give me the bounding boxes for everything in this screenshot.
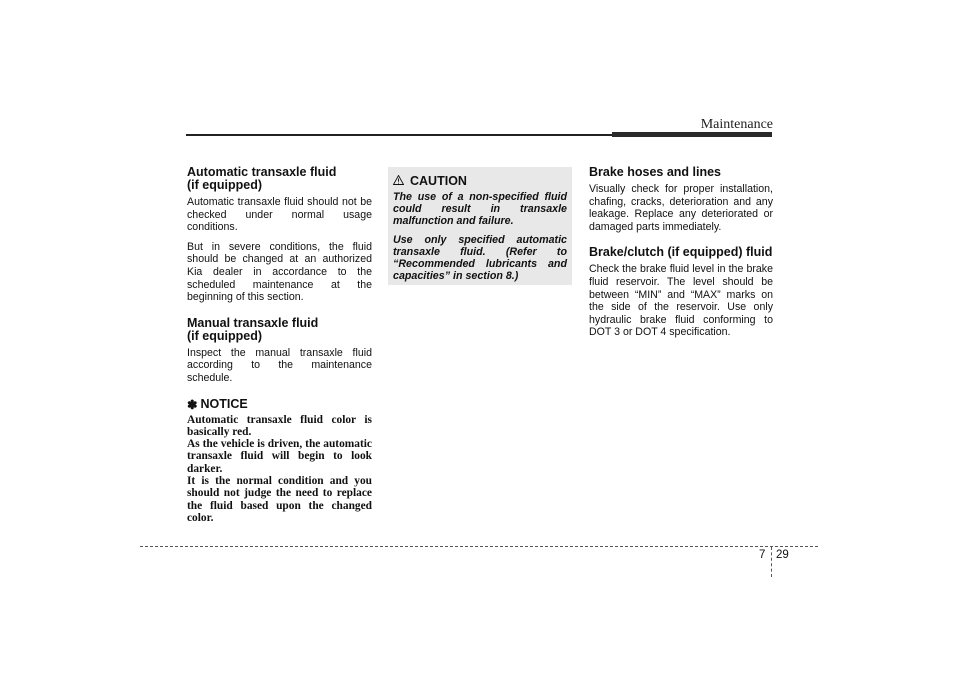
notice-label: NOTICE (200, 397, 248, 412)
notice-text: Automatic transaxle fluid color is basically red. As the vehicle is driven, the automatic transaxle fluid will begin to look darker. It is the normal condition and you should not judge the need to replace the fluid based upon the changed color. (187, 413, 372, 524)
page-number: 29 (776, 549, 789, 561)
header-rule-accent (612, 132, 772, 137)
caution-paragraph-1: The use of a non-specified fluid could result in transaxle malfunction and failure. (393, 191, 567, 228)
footer-divider (771, 547, 772, 577)
warning-triangle-icon (393, 174, 404, 188)
automatic-transaxle-paragraph-1: Automatic transaxle fluid should not be checked under normal usage conditions. (187, 196, 372, 234)
footer-dashed-rule (140, 546, 818, 547)
notice-title (187, 397, 372, 412)
right-column (589, 166, 773, 346)
caution-title (393, 174, 567, 188)
brake-fluid-paragraph: Check the brake fluid level in the brake fluid reservoir. The level should be between “MIN” and “MAX” marks on the side of the reservoir. Use only hydraulic brake fluid conforming to DOT 3 or DOT 4 specification. (589, 263, 773, 339)
manual-transaxle-paragraph: Inspect the manual transaxle fluid according to the maintenance schedule. (187, 346, 372, 384)
section-header-title: Maintenance (700, 117, 773, 132)
brake-hoses-heading: Brake hoses and lines (589, 165, 722, 179)
left-column (187, 166, 372, 524)
brake-fluid-heading: Brake/clutch (if equipped) fluid (589, 245, 773, 260)
brake-hoses-paragraph: Visually check for proper installation, chafing, cracks, deterioration and any leakage. Replace any deteriorated or damaged parts immediately. (589, 183, 773, 233)
automatic-transaxle-paragraph-2: But in severe conditions, the fluid should be changed at an authorized Kia dealer in accordance to the scheduled maintenance at the beginning of this section. (187, 240, 372, 304)
caution-paragraph-2: Use only specified automatic transaxle fluid. (Refer to “Recommended lubricants and capacities” in section 8.) (393, 233, 567, 283)
notice-icon: ✽ (187, 397, 198, 412)
chapter-number: 7 (759, 549, 766, 561)
caution-box (388, 167, 572, 285)
manual-transaxle-fluid-heading: Manual transaxle fluid (if equipped) (187, 315, 319, 343)
automatic-transaxle-fluid-heading: Automatic transaxle fluid (if equipped) (187, 165, 337, 192)
caution-label: CAUTION (410, 174, 467, 188)
